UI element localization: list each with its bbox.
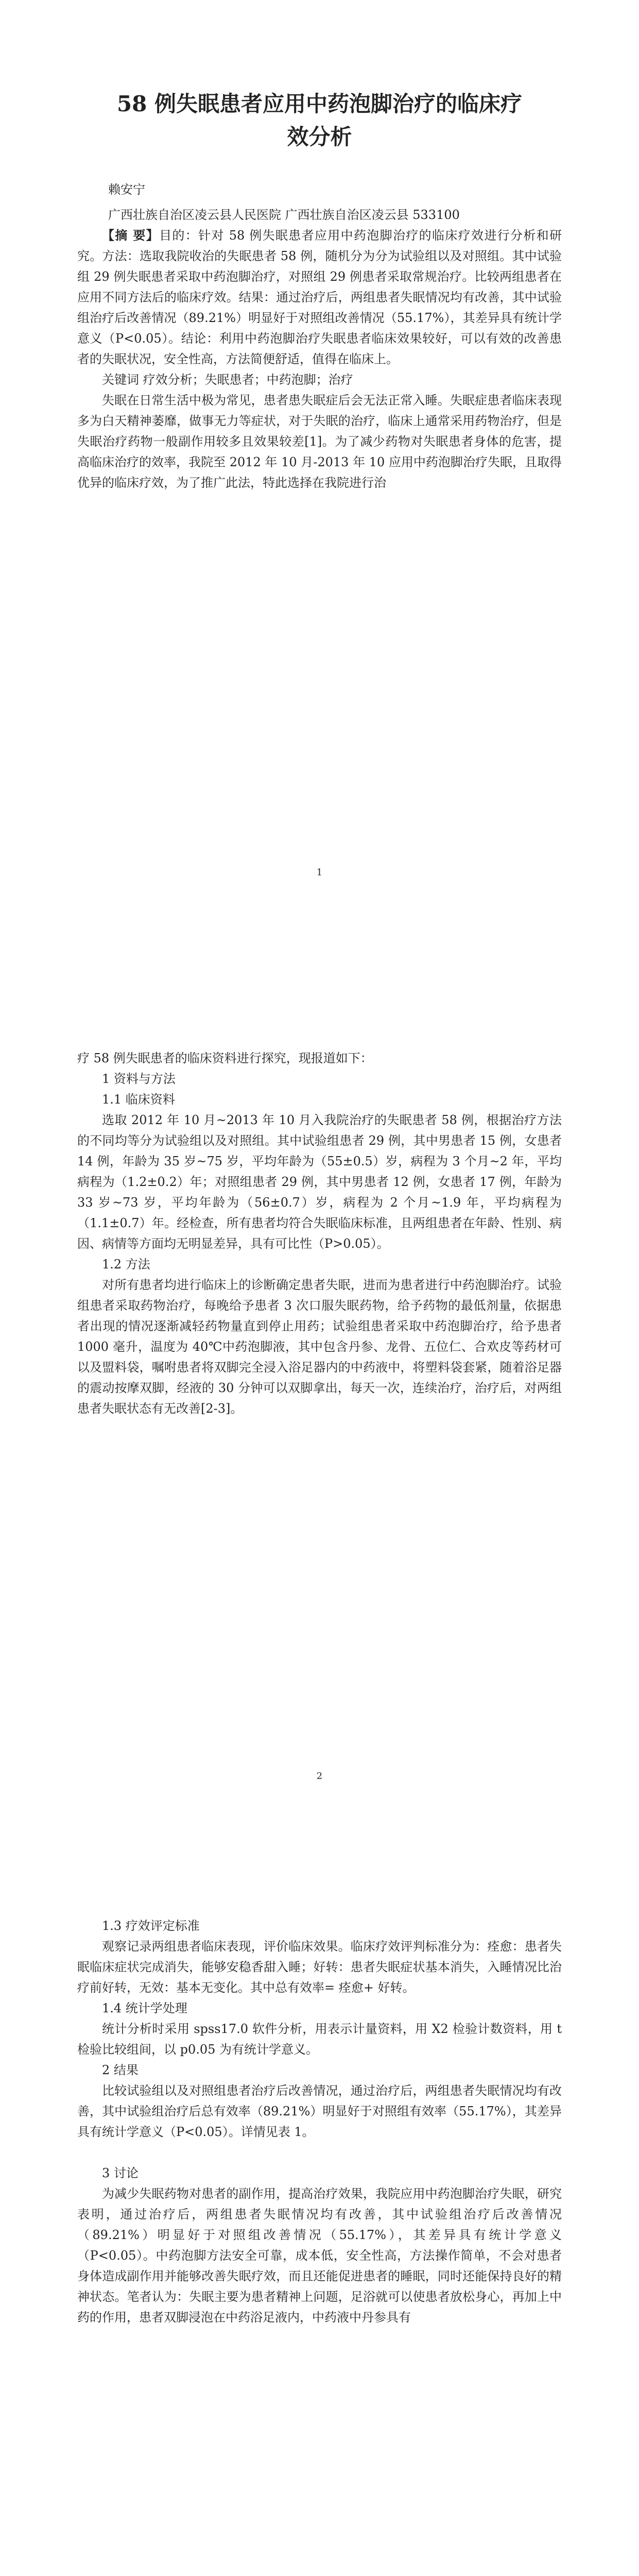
keywords: 关键词 疗效分析；失眠患者；中药泡脚；治疗 bbox=[102, 372, 353, 387]
page-2 bbox=[0, 904, 639, 1807]
paragraph-clinical-data: 选取 2012 年 10 月~2013 年 10 月入我院治疗的失眠患者 58 例，根据治疗方法的不同均等分为试验组以及对照组。其中试验组患者 29 例，其中男患者 15 例，女患者 14 例，年龄为 35 岁~75 岁，平均年龄为（55±0.5）岁，病程为 3 个月~2 年，平均病程为（1.2±0.2）年；对照组患者 29 例，其中男患者 12 例，女患者 17 例，年龄为 33 岁~73 岁，平均年龄为（56±0.7）岁，病程为 2 个月~1.9 年，平均病程为（1.1±0.7）年。经检查，所有患者均符合失眠临床标准，且两组患者在年龄、性别、病因、病情等方面均无明显差异，具有可比性（P>0.05）。 bbox=[77, 1113, 562, 1251]
introduction: 失眠在日常生活中极为常见，患者患失眠症后会无法正常入睡。失眠症患者临床表现多为白天精神萎靡，做事无力等症状，对于失眠的治疗，临床上通常采用药物治疗，但是失眠治疗药物一般副作用较多且效果较差[1]。为了减少药物对失眠患者身体的危害，提高临床治疗的效率，我院至 2012 年 10 月-2013 年 10 应用中药泡脚治疗失眠，且取得优异的临床疗效，为了推广此法，特此选择在我院进行治 bbox=[77, 393, 562, 490]
subsection-heading: 1.3 疗效评定标准 bbox=[102, 1919, 200, 1933]
affiliation: 广西壮族自治区凌云县人民医院 广西壮族自治区凌云县 533100 bbox=[108, 208, 460, 222]
subsection-heading: 1.1 临床资料 bbox=[102, 1092, 175, 1107]
abstract-label: 【摘 要】 bbox=[102, 228, 160, 243]
paragraph-discussion: 为减少失眠药物对患者的副作用，提高治疗效果，我院应用中药泡脚治疗失眠，研究表明，通过治疗后，两组患者失眠情况均有改善，其中试验组治疗后改善情况（89.21%）明显好于对照组改善情况（55.17%），其差异具有统计学意义（P<0.05）。中药泡脚方法安全可靠，成本低，安全性高，方法操作简单，不会对患者身体造成副作用并能够改善失眠疗效，而且还能促进患者的睡眠，同时还能保持良好的精神状态。笔者认为：失眠主要为患者精神上问题，足浴就可以使患者放松身心，再加上中药的作用，患者双脚浸泡在中药浴足液内，中药液中丹参具有 bbox=[77, 2187, 562, 2325]
paragraph-statistics: 统计分析时采用 spss17.0 软件分析，用表示计量资料，用 X2 检验计数资料，用 t 检验比较组间，以 p0.05 为有统计学意义。 bbox=[77, 2022, 562, 2057]
section-heading: 1 资料与方法 bbox=[102, 1072, 176, 1086]
paragraph-method: 对所有患者均进行临床上的诊断确定患者失眠，进而为患者进行中药泡脚治疗。试验组患者采取药物治疗，每晚给予患者 3 次口服失眠药物，给予药物的最低剂量，依据患者出现的情况逐渐减轻药物量直到停止用药；试验组患者采取中药泡脚治疗，给予患者 1000 毫升，温度为 40℃中药泡脚液，其中包含丹参、龙骨、五位仁、合欢皮等药材可以及盟料袋，嘱咐患者将双脚完全浸入浴足器内的中药液中，将塑料袋套紧，随着浴足器的震动按摩双脚，经液的 30 分钟可以双脚拿出，每天一次，连续治疗，治疗后，对两组患者失眠状态有无改善[2-3]。 bbox=[77, 1278, 562, 1416]
page-1 bbox=[0, 0, 639, 904]
page-3 bbox=[0, 1807, 639, 2576]
page-number: 1 bbox=[316, 867, 323, 878]
section-heading: 3 讨论 bbox=[102, 2166, 139, 2180]
paper-title: 58 例失眠患者应用中药泡脚治疗的临床疗 效分析 bbox=[116, 91, 523, 149]
subsection-heading: 1.2 方法 bbox=[102, 1257, 150, 1272]
page-number: 2 bbox=[316, 1771, 323, 1782]
paragraph-criteria: 观察记录两组患者临床表现，评价临床效果。临床疗效评判标准分为：痊愈：患者失眠临床症状完成消失，能够安稳香甜入睡；好转：患者失眠症状基本消失，入睡情况比治疗前好转，无效：基本无变化。其中总有效率= 痊愈+ 好转。 bbox=[77, 1939, 562, 1995]
section-heading: 2 结果 bbox=[102, 2063, 139, 2077]
subsection-heading: 1.4 统计学处理 bbox=[102, 2001, 187, 2015]
author: 赖安宁 bbox=[108, 182, 145, 197]
paragraph-results: 比较试验组以及对照组患者治疗后改善情况，通过治疗后，两组患者失眠情况均有改善，其中试验组治疗后总有效率（89.21%）明显好于对照组有效率（55.17%），其差异具有统计学意义（P<0.05）。详情见表 1。 bbox=[77, 2083, 562, 2139]
abstract: 【摘 要】目的：针对 58 例失眠患者应用中药泡脚治疗的临床疗效进行分析和研究。方法：选取我院收治的失眠患者 58 例，随机分为分为试验组以及对照组。其中试验组 29 例失眠患者采取中药泡脚治疗，对照组 29 例患者采取常规治疗。比较两组患者在应用不同方法后的临床疗效。结果：通过治疗后，两组患者失眠情况均有改善，其中试验组治疗后改善情况（89.21%）明显好于对照组改善情况（55.17%），其差异具有统计学意义（P<0.05）。结论：利用中药泡脚治疗失眠患者临床效果较好，可以有效的改善患者的失眠状况，安全性高，方法简便舒适，值得在临床上。 bbox=[77, 228, 562, 366]
introduction-continued: 疗 58 例失眠患者的临床资料进行探究，现报道如下： bbox=[77, 1051, 373, 1065]
